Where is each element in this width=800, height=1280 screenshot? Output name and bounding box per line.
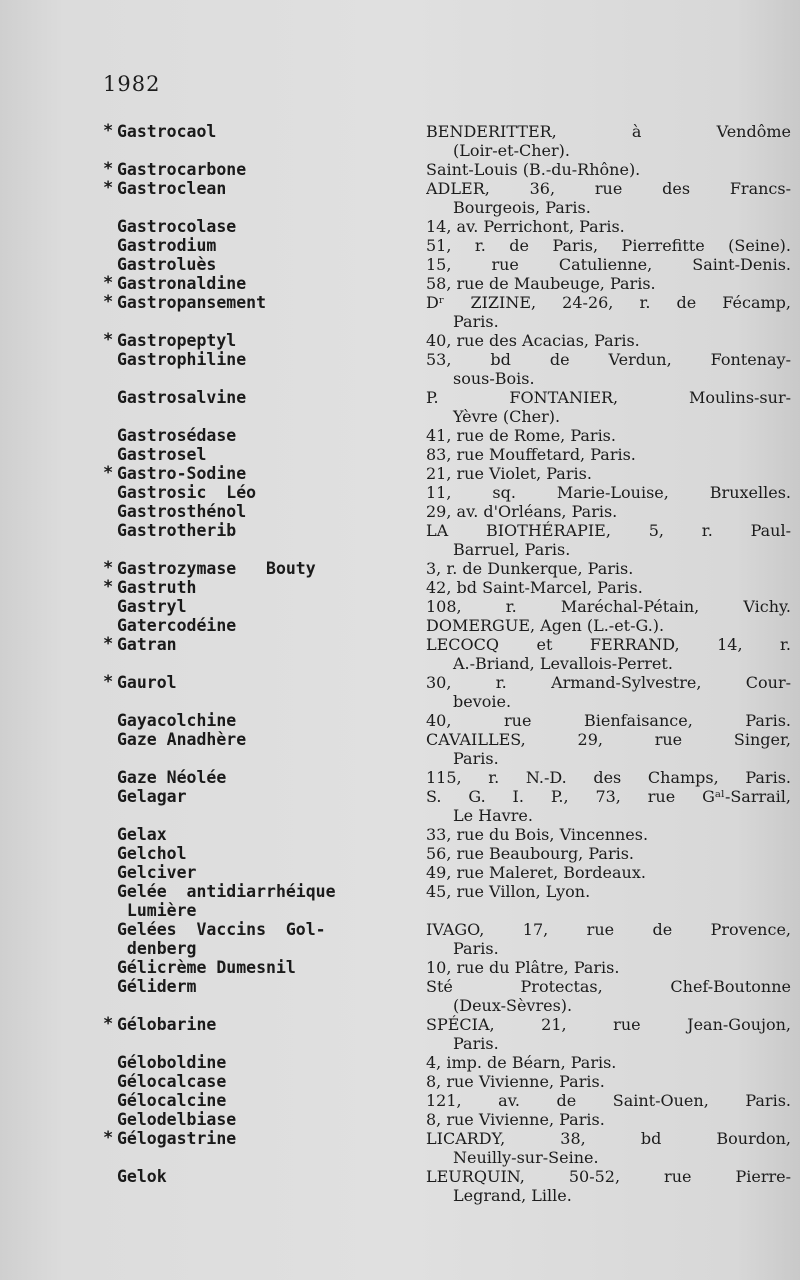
entry-name-line: Gastrosédase bbox=[117, 426, 237, 445]
entry-row bbox=[0, 597, 800, 616]
entry-address bbox=[426, 274, 791, 293]
entry-row bbox=[0, 1129, 800, 1167]
entry-address bbox=[426, 635, 791, 673]
entry-mark: * bbox=[103, 178, 114, 198]
entry-name-line: Gelée antidiarrhéique bbox=[117, 882, 336, 901]
entry-address bbox=[426, 1129, 791, 1167]
entry-name-line: Gastrosel bbox=[117, 445, 207, 464]
entry-name bbox=[117, 1091, 407, 1110]
address-line: 121, av. de Saint-Ouen, Paris. bbox=[426, 1091, 791, 1110]
entry-mark: * bbox=[103, 292, 114, 312]
entry-name-line: Gelciver bbox=[117, 863, 197, 882]
entry-name bbox=[117, 388, 407, 407]
entry-address bbox=[426, 426, 791, 445]
address-line: sous-Bois. bbox=[453, 369, 535, 388]
entry-address bbox=[426, 882, 791, 901]
entry-address bbox=[426, 1110, 791, 1129]
entry-address bbox=[426, 673, 791, 711]
entry-row bbox=[0, 559, 800, 578]
address-line: Dʳ ZIZINE, 24-26, r. de Fécamp, bbox=[426, 293, 791, 312]
entry-name-line: Gaze Néolée bbox=[117, 768, 227, 787]
entry-address bbox=[426, 1015, 791, 1053]
entry-name bbox=[117, 844, 407, 863]
address-line: 45, rue Villon, Lyon. bbox=[426, 882, 591, 901]
entry-name bbox=[117, 445, 407, 464]
entry-row bbox=[0, 1053, 800, 1072]
entry-row bbox=[0, 122, 800, 160]
entry-row bbox=[0, 920, 800, 958]
address-line: 29, av. d'Orléans, Paris. bbox=[426, 502, 618, 521]
entry-row bbox=[0, 426, 800, 445]
entry-row bbox=[0, 863, 800, 882]
entry-name bbox=[117, 293, 407, 312]
address-line: IVAGO, 17, rue de Provence, bbox=[426, 920, 791, 939]
entry-name-line: Gaurol bbox=[117, 673, 177, 692]
entry-row bbox=[0, 1091, 800, 1110]
address-line: 51, r. de Paris, Pierrefitte (Seine). bbox=[426, 236, 791, 255]
entry-address bbox=[426, 559, 791, 578]
entry-row bbox=[0, 217, 800, 236]
entry-name-line: Gelagar bbox=[117, 787, 187, 806]
address-line: bevoie. bbox=[453, 692, 512, 711]
entry-name-line: Gelax bbox=[117, 825, 167, 844]
entry-name-line: Gastrocolase bbox=[117, 217, 237, 236]
address-line: A.-Briand, Levallois-Perret. bbox=[453, 654, 673, 673]
entry-row bbox=[0, 179, 800, 217]
address-line: SPÉCIA, 21, rue Jean-Goujon, bbox=[426, 1015, 791, 1034]
entry-name-line: Gayacolchine bbox=[117, 711, 237, 730]
entry-row bbox=[0, 1110, 800, 1129]
address-line: (Loir-et-Cher). bbox=[453, 141, 570, 160]
entry-name bbox=[117, 464, 407, 483]
entry-row bbox=[0, 445, 800, 464]
entry-address bbox=[426, 445, 791, 464]
entry-name-line: Gatercodéine bbox=[117, 616, 237, 635]
entry-name-line: Gastrosalvine bbox=[117, 388, 247, 407]
address-line: 33, rue du Bois, Vincennes. bbox=[426, 825, 649, 844]
entry-address bbox=[426, 1072, 791, 1091]
entry-name-line: Gastrosthénol bbox=[117, 502, 247, 521]
entry-name-line: Gastro-Sodine bbox=[117, 464, 247, 483]
entry-row bbox=[0, 388, 800, 426]
entry-name-line: Gastropansement bbox=[117, 293, 267, 312]
entry-name-line: Gastrosic Léo bbox=[117, 483, 257, 502]
address-line: 4, imp. de Béarn, Paris. bbox=[426, 1053, 617, 1072]
entry-row bbox=[0, 293, 800, 331]
entry-row bbox=[0, 331, 800, 350]
entry-row bbox=[0, 160, 800, 179]
entry-name-line: Gastrozymase Bouty bbox=[117, 559, 316, 578]
entry-name bbox=[117, 483, 407, 502]
entry-address bbox=[426, 958, 791, 977]
entry-row bbox=[0, 768, 800, 787]
entry-row bbox=[0, 502, 800, 521]
entry-address bbox=[426, 236, 791, 255]
address-line: 108, r. Maréchal-Pétain, Vichy. bbox=[426, 597, 791, 616]
address-line: ADLER, 36, rue des Francs- bbox=[426, 179, 791, 198]
entry-row bbox=[0, 616, 800, 635]
address-line: 53, bd de Verdun, Fontenay- bbox=[426, 350, 791, 369]
address-line: 58, rue de Maubeuge, Paris. bbox=[426, 274, 656, 293]
address-line: 15, rue Catulienne, Saint-Denis. bbox=[426, 255, 791, 274]
address-line: 10, rue du Plâtre, Paris. bbox=[426, 958, 620, 977]
entry-row bbox=[0, 274, 800, 293]
address-line: Paris. bbox=[453, 939, 499, 958]
address-line: Yèvre (Cher). bbox=[453, 407, 561, 426]
entry-name bbox=[117, 1072, 407, 1091]
entry-row bbox=[0, 711, 800, 730]
entry-name-line: Lumière bbox=[117, 901, 197, 920]
entry-name-line: Gelok bbox=[117, 1167, 167, 1186]
entry-row bbox=[0, 844, 800, 863]
entry-name bbox=[117, 825, 407, 844]
entry-row bbox=[0, 350, 800, 388]
entry-address bbox=[426, 331, 791, 350]
address-line: LECOCQ et FERRAND, 14, r. bbox=[426, 635, 791, 654]
entry-address bbox=[426, 787, 791, 825]
entry-name bbox=[117, 673, 407, 692]
address-line: S. G. I. P., 73, rue Gᵃˡ-Sarrail, bbox=[426, 787, 791, 806]
address-line: Neuilly-sur-Seine. bbox=[453, 1148, 599, 1167]
address-line: LEURQUIN, 50-52, rue Pierre- bbox=[426, 1167, 791, 1186]
entry-name bbox=[117, 331, 407, 350]
entry-address bbox=[426, 255, 791, 274]
entry-name-line: Gastrodium bbox=[117, 236, 217, 255]
entry-name bbox=[117, 882, 407, 920]
entry-name bbox=[117, 635, 407, 654]
entry-name-line: Gastruth bbox=[117, 578, 197, 597]
entry-name bbox=[117, 559, 407, 578]
entry-name bbox=[117, 160, 407, 179]
entry-name-line: Gastroluès bbox=[117, 255, 217, 274]
entry-name bbox=[117, 730, 407, 749]
entry-address bbox=[426, 825, 791, 844]
entry-row bbox=[0, 635, 800, 673]
address-line: 40, rue des Acacias, Paris. bbox=[426, 331, 640, 350]
address-line: Sté Protectas, Chef-Boutonne bbox=[426, 977, 791, 996]
entry-row bbox=[0, 464, 800, 483]
entry-name bbox=[117, 236, 407, 255]
entry-address bbox=[426, 920, 791, 958]
entry-mark: * bbox=[103, 577, 114, 597]
address-line: 115, r. N.-D. des Champs, Paris. bbox=[426, 768, 791, 787]
entry-address bbox=[426, 863, 791, 882]
page-number: 1982 bbox=[103, 72, 161, 96]
entry-name bbox=[117, 217, 407, 236]
entry-name-line: Gelchol bbox=[117, 844, 187, 863]
entry-address bbox=[426, 768, 791, 787]
entry-name bbox=[117, 958, 407, 977]
entry-row bbox=[0, 236, 800, 255]
entry-name bbox=[117, 1015, 407, 1034]
entry-name-line: Géloboldine bbox=[117, 1053, 227, 1072]
entry-address bbox=[426, 521, 791, 559]
address-line: Paris. bbox=[453, 312, 499, 331]
address-line: CAVAILLES, 29, rue Singer, bbox=[426, 730, 791, 749]
entry-name-line: Gélicrème Dumesnil bbox=[117, 958, 296, 977]
address-line: Le Havre. bbox=[453, 806, 533, 825]
entry-name-line: Gastropeptyl bbox=[117, 331, 237, 350]
entry-row bbox=[0, 825, 800, 844]
entry-name-line: Gastryl bbox=[117, 597, 187, 616]
entry-name-line: Gelodelbiase bbox=[117, 1110, 237, 1129]
entry-name bbox=[117, 350, 407, 369]
entry-address bbox=[426, 293, 791, 331]
address-line: P. FONTANIER, Moulins-sur- bbox=[426, 388, 791, 407]
address-line: Paris. bbox=[453, 1034, 499, 1053]
entry-mark: * bbox=[103, 330, 114, 350]
entry-address bbox=[426, 844, 791, 863]
entry-address bbox=[426, 616, 791, 635]
address-line: 8, rue Vivienne, Paris. bbox=[426, 1072, 605, 1091]
entry-name-line: Gélogastrine bbox=[117, 1129, 237, 1148]
entry-row bbox=[0, 673, 800, 711]
entry-address bbox=[426, 217, 791, 236]
entry-address bbox=[426, 578, 791, 597]
entry-name bbox=[117, 274, 407, 293]
address-line: Barruel, Paris. bbox=[453, 540, 571, 559]
entry-row bbox=[0, 255, 800, 274]
entry-name bbox=[117, 863, 407, 882]
entry-address bbox=[426, 483, 791, 502]
entry-address bbox=[426, 977, 791, 1015]
entry-name-line: Gastrophiline bbox=[117, 350, 247, 369]
address-line: LICARDY, 38, bd Bourdon, bbox=[426, 1129, 791, 1148]
address-line: Saint-Louis (B.-du-Rhône). bbox=[426, 160, 641, 179]
entry-mark: * bbox=[103, 1014, 114, 1034]
entry-name bbox=[117, 578, 407, 597]
entry-name-line: Gastrotherib bbox=[117, 521, 237, 540]
entry-row bbox=[0, 521, 800, 559]
address-line: Bourgeois, Paris. bbox=[453, 198, 591, 217]
entry-row bbox=[0, 1015, 800, 1053]
entry-address bbox=[426, 388, 791, 426]
entry-name-line: Gélobarine bbox=[117, 1015, 217, 1034]
address-line: DOMERGUE, Agen (L.-et-G.). bbox=[426, 616, 665, 635]
entry-name-line: Gelées Vaccins Gol- bbox=[117, 920, 326, 939]
entry-mark: * bbox=[103, 463, 114, 483]
entry-name-line: denberg bbox=[117, 939, 197, 958]
entry-name bbox=[117, 179, 407, 198]
entry-name bbox=[117, 255, 407, 274]
entry-name bbox=[117, 597, 407, 616]
address-line: Legrand, Lille. bbox=[453, 1186, 572, 1205]
entry-address bbox=[426, 597, 791, 616]
entry-name bbox=[117, 502, 407, 521]
entry-name-line: Gélocalcase bbox=[117, 1072, 227, 1091]
entry-address bbox=[426, 1091, 791, 1110]
entry-name bbox=[117, 426, 407, 445]
entry-mark: * bbox=[103, 672, 114, 692]
entry-address bbox=[426, 464, 791, 483]
entry-name bbox=[117, 787, 407, 806]
entry-name bbox=[117, 920, 407, 958]
entry-list bbox=[0, 122, 800, 1205]
address-line: 8, rue Vivienne, Paris. bbox=[426, 1110, 605, 1129]
entry-name bbox=[117, 768, 407, 787]
entry-name-line: Gastrocaol bbox=[117, 122, 217, 141]
entry-mark: * bbox=[103, 121, 114, 141]
address-line: BENDERITTER, à Vendôme bbox=[426, 122, 791, 141]
entry-name-line: Gastronaldine bbox=[117, 274, 247, 293]
entry-row bbox=[0, 1072, 800, 1091]
address-line: LA BIOTHÉRAPIE, 5, r. Paul- bbox=[426, 521, 791, 540]
entry-row bbox=[0, 730, 800, 768]
entry-name bbox=[117, 1129, 407, 1148]
entry-name-line: Gaze Anadhère bbox=[117, 730, 247, 749]
address-line: 41, rue de Rome, Paris. bbox=[426, 426, 616, 445]
entry-mark: * bbox=[103, 634, 114, 654]
address-line: Paris. bbox=[453, 749, 499, 768]
entry-name bbox=[117, 711, 407, 730]
address-line: 30, r. Armand-Sylvestre, Cour- bbox=[426, 673, 791, 692]
entry-row bbox=[0, 977, 800, 1015]
entry-name-line: Gélocalcine bbox=[117, 1091, 227, 1110]
entry-mark: * bbox=[103, 273, 114, 293]
entry-name-line: Gatran bbox=[117, 635, 177, 654]
address-line: 3, r. de Dunkerque, Paris. bbox=[426, 559, 634, 578]
address-line: 83, rue Mouffetard, Paris. bbox=[426, 445, 636, 464]
address-line: (Deux-Sèvres). bbox=[453, 996, 573, 1015]
address-line: 11, sq. Marie-Louise, Bruxelles. bbox=[426, 483, 791, 502]
entry-mark: * bbox=[103, 159, 114, 179]
entry-name-line: Gastrocarbone bbox=[117, 160, 247, 179]
entry-address bbox=[426, 502, 791, 521]
entry-address bbox=[426, 160, 791, 179]
entry-mark: * bbox=[103, 558, 114, 578]
entry-row bbox=[0, 958, 800, 977]
entry-address bbox=[426, 350, 791, 388]
entry-name bbox=[117, 1110, 407, 1129]
entry-address bbox=[426, 1167, 791, 1205]
entry-name bbox=[117, 122, 407, 141]
entry-name-line: Gastroclean bbox=[117, 179, 227, 198]
entry-row bbox=[0, 483, 800, 502]
entry-address bbox=[426, 711, 791, 730]
entry-row bbox=[0, 882, 800, 920]
entry-row bbox=[0, 787, 800, 825]
entry-name-line: Géliderm bbox=[117, 977, 197, 996]
entry-address bbox=[426, 730, 791, 768]
entry-row bbox=[0, 578, 800, 597]
entry-name bbox=[117, 977, 407, 996]
address-line: 14, av. Perrichont, Paris. bbox=[426, 217, 625, 236]
address-line: 21, rue Violet, Paris. bbox=[426, 464, 592, 483]
entry-mark: * bbox=[103, 1128, 114, 1148]
entry-name bbox=[117, 616, 407, 635]
entry-name bbox=[117, 1053, 407, 1072]
entry-name bbox=[117, 1167, 407, 1186]
entry-row bbox=[0, 1167, 800, 1205]
address-line: 42, bd Saint-Marcel, Paris. bbox=[426, 578, 643, 597]
address-line: 49, rue Maleret, Bordeaux. bbox=[426, 863, 646, 882]
entry-address bbox=[426, 179, 791, 217]
address-line: 56, rue Beaubourg, Paris. bbox=[426, 844, 634, 863]
entry-address bbox=[426, 122, 791, 160]
address-line: 40, rue Bienfaisance, Paris. bbox=[426, 711, 791, 730]
entry-address bbox=[426, 1053, 791, 1072]
entry-name bbox=[117, 521, 407, 540]
